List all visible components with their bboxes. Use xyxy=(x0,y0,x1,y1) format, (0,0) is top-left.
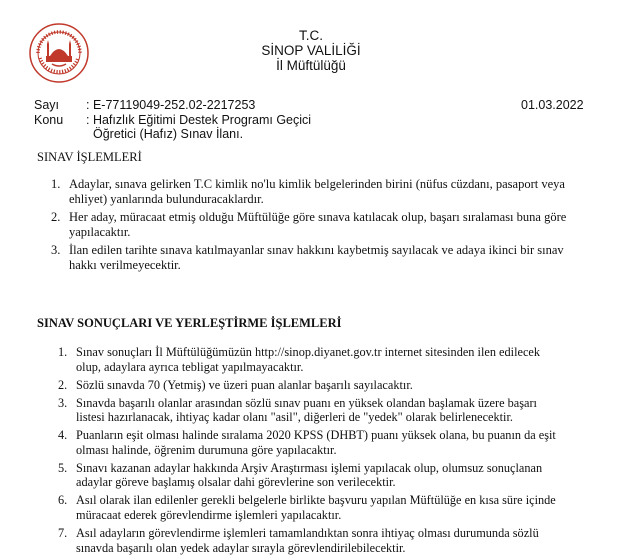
list-item-number: 4. xyxy=(58,428,68,443)
list-item-text: Sözlü sınavda 70 (Yetmiş) ve üzeri puan alanlar başarılı sayılacaktır. xyxy=(76,377,413,392)
list-item-text: Asıl olarak ilan edilenler gerekli belgelerle birlikte başvuru yapılan Müftülüğe en kısa süre içinde müracaat ederek görevlendirme işlemleri yapılacaktır. xyxy=(76,493,556,522)
list-item xyxy=(58,493,558,522)
list-item xyxy=(58,378,558,393)
section-title-sinav-islemleri: SINAV İŞLEMLERİ xyxy=(37,150,142,164)
list-item xyxy=(51,177,591,207)
list-item-number: 2. xyxy=(58,377,68,392)
list-item-number: 7. xyxy=(58,526,68,541)
section-title-sonuclar: SINAV SONUÇLARI VE YERLEŞTİRME İŞLEMLERİ xyxy=(37,316,342,330)
list-item-number: 3. xyxy=(58,395,68,410)
sinav-islemleri-list xyxy=(51,177,591,276)
konu-value-line2: Öğretici (Hafız) Sınav İlanı. xyxy=(93,127,244,141)
list-item xyxy=(58,428,558,457)
list-item xyxy=(58,461,558,490)
list-item-number: 6. xyxy=(58,493,68,508)
list-item xyxy=(58,345,558,374)
list-item-number: 5. xyxy=(58,460,68,475)
list-item-number: 2. xyxy=(51,210,61,224)
list-item-text: Puanların eşit olması halinde sıralama 2020 KPSS (DHBT) puanı yüksek olana, bu puanın da eşit olması halinde, öğrenim durumuna göre yapılacaktır. xyxy=(76,428,556,457)
list-item-text: Sınavı kazanan adaylar hakkında Arşiv Araştırması işlemi yapılacak olup, olumsuz sonuçlanan adaylar göreve başlamış olsalar dahi görevlerine son verilecektir. xyxy=(76,460,543,490)
sonuclar-list xyxy=(58,345,558,559)
list-item-number: 1. xyxy=(58,345,68,359)
list-item-text: Adaylar, sınava gelirken T.C kimlik no'lu kimlik belgelerinden birini (nüfus cüzdanı, pasaport veya ehliyet) yanlarında bulunduracaklardır. xyxy=(69,177,565,206)
list-item-text: Her aday, müracaat etmiş olduğu Müftülüğe göre sınava katılacak olup, başarı sıralaması buna göre yapılacaktır. xyxy=(69,210,567,239)
sayi-label: Sayı xyxy=(34,98,60,112)
list-item-number: 3. xyxy=(51,243,61,257)
header-tc: T.C. xyxy=(298,28,323,43)
header-valilik: SİNOP VALİLİĞİ xyxy=(261,43,361,58)
list-item-text: Asıl adayların görevlendirme işlemleri tamamlandıktan sonra ihtiyaç olması durumunda sözlü sınavda başarılı olan yedek adaylar sırayla görevlendirilebilecektir. xyxy=(76,526,539,555)
list-item xyxy=(51,210,591,240)
list-item-text: Sınav sonuçları İl Müftülüğümüzün http://sinop.diyanet.gov.tr internet sitesinden ilen edilecek olup, adaylara ayrıca tebligat yapılmayacaktır. xyxy=(76,345,541,374)
konu-value-line1: : Hafızlık Eğitimi Destek Programı Geçici xyxy=(86,113,312,127)
document-date: 01.03.2022 xyxy=(521,98,584,112)
list-item-text: İlan edilen tarihte sınava katılmayanlar sınav hakkını kaybetmiş sayılacak ve adaya ikinci bir sınav hakkı verilmeyecektir. xyxy=(69,243,564,272)
list-item-number: 1. xyxy=(51,177,61,191)
konu-label: Konu xyxy=(34,113,64,127)
list-item xyxy=(58,396,558,425)
list-item-text: Sınavda başarılı olanlar arasından sözlü sınav puanı en yüksek olandan başlamak üzere başarı listesi hazırlanacak, ihtiyaç kadar olanı "asil", diğerleri de "yedek" olarak belirlenecektir. xyxy=(76,395,537,425)
sayi-value: : E-77119049-252.02-2217253 xyxy=(86,98,256,112)
header-mufuluk: İl Müftülüğü xyxy=(276,58,346,73)
list-item xyxy=(51,243,591,273)
document-header xyxy=(0,28,622,73)
